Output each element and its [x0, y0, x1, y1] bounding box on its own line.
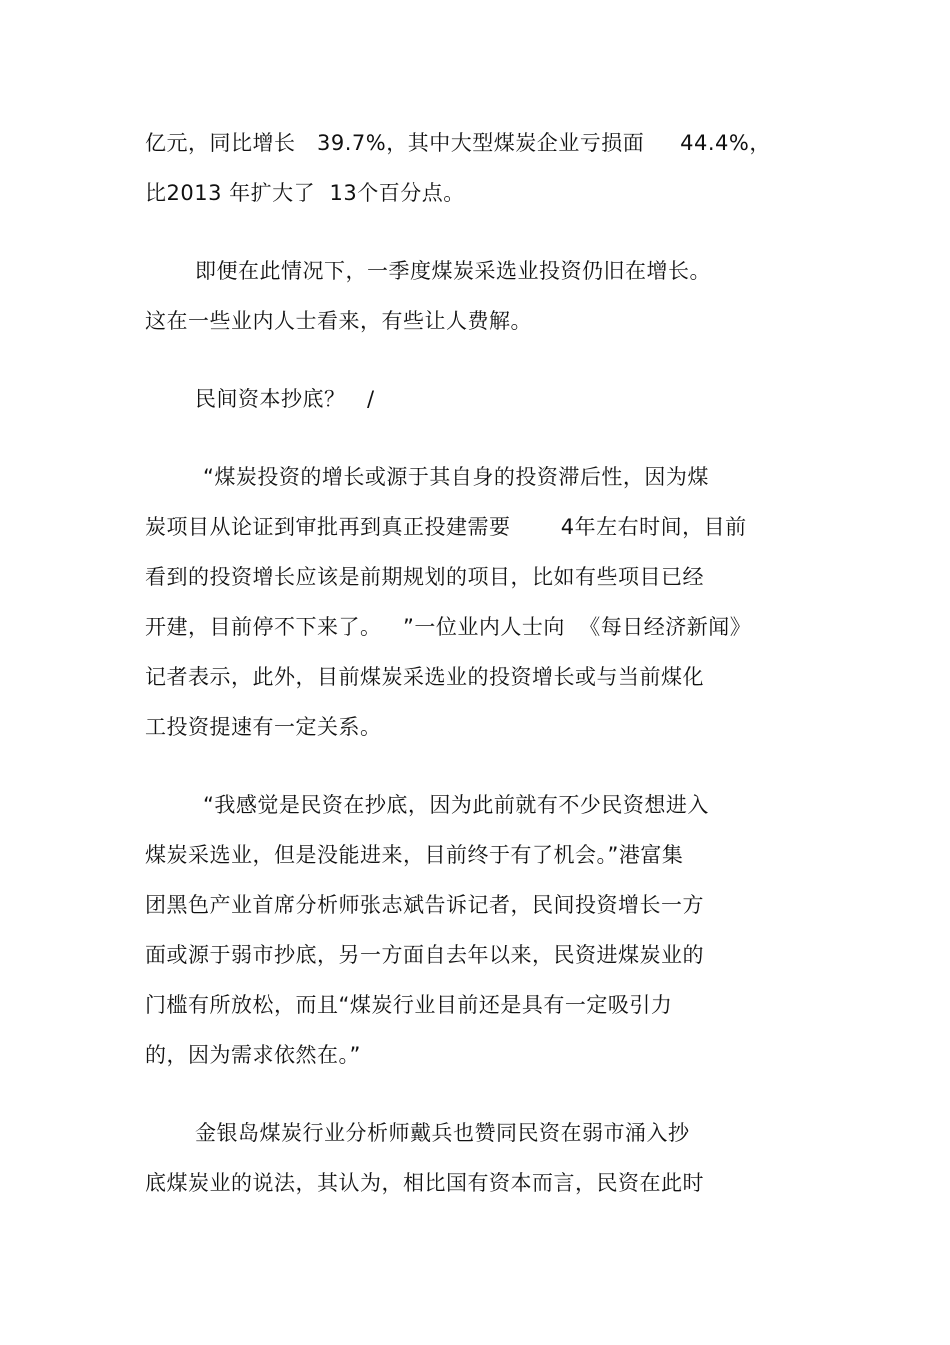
text-line: “煤炭投资的增长或源于其自身的投资滞后性，因为煤 [203, 465, 709, 489]
text-line: 即便在此情况下，一季度煤炭采选业投资仍旧在增长。 [195, 259, 711, 283]
text-line: “我感觉是民资在抄底，因为此前就有不少民资想进入 [203, 793, 709, 817]
text-line: 亿元，同比增长 39.7%，其中大型煤炭企业亏损面 44.4%， [145, 131, 771, 155]
text-line: 底煤炭业的说法，其认为，相比国有资本而言，民资在此时 [145, 1171, 704, 1195]
text-line: 工投资提速有一定关系。 [145, 715, 382, 739]
section-heading: 民间资本抄底？ / [195, 387, 375, 411]
text-line: 门槛有所放松，而且“煤炭行业目前还是具有一定吸引力 [145, 993, 673, 1017]
text-line: 比2013 年扩大了 13个百分点。 [145, 181, 465, 205]
text-line: 面或源于弱市抄底，另一方面自去年以来，民资进煤炭业的 [145, 943, 704, 967]
text-line: 看到的投资增长应该是前期规划的项目，比如有些项目已经 [145, 565, 704, 589]
text-line: 记者表示，此外，目前煤炭采选业的投资增长或与当前煤化 [145, 665, 704, 689]
text-line: 金银岛煤炭行业分析师戴兵也赞同民资在弱市涌入抄 [195, 1121, 690, 1145]
text-line: 煤炭采选业，但是没能进来，目前终于有了机会。”港富集 [145, 843, 684, 867]
text-line: 的，因为需求依然在。” [145, 1043, 361, 1067]
text-line: 开建，目前停不下来了。 ”一位业内人士向 《每日经济新闻》 [145, 615, 752, 639]
text-line: 团黑色产业首席分析师张志斌告诉记者，民间投资增长一方 [145, 893, 704, 917]
text-line: 这在一些业内人士看来，有些让人费解。 [145, 309, 532, 333]
text-line: 炭项目从论证到审批再到真正投建需要 4年左右时间，目前 [145, 515, 747, 539]
